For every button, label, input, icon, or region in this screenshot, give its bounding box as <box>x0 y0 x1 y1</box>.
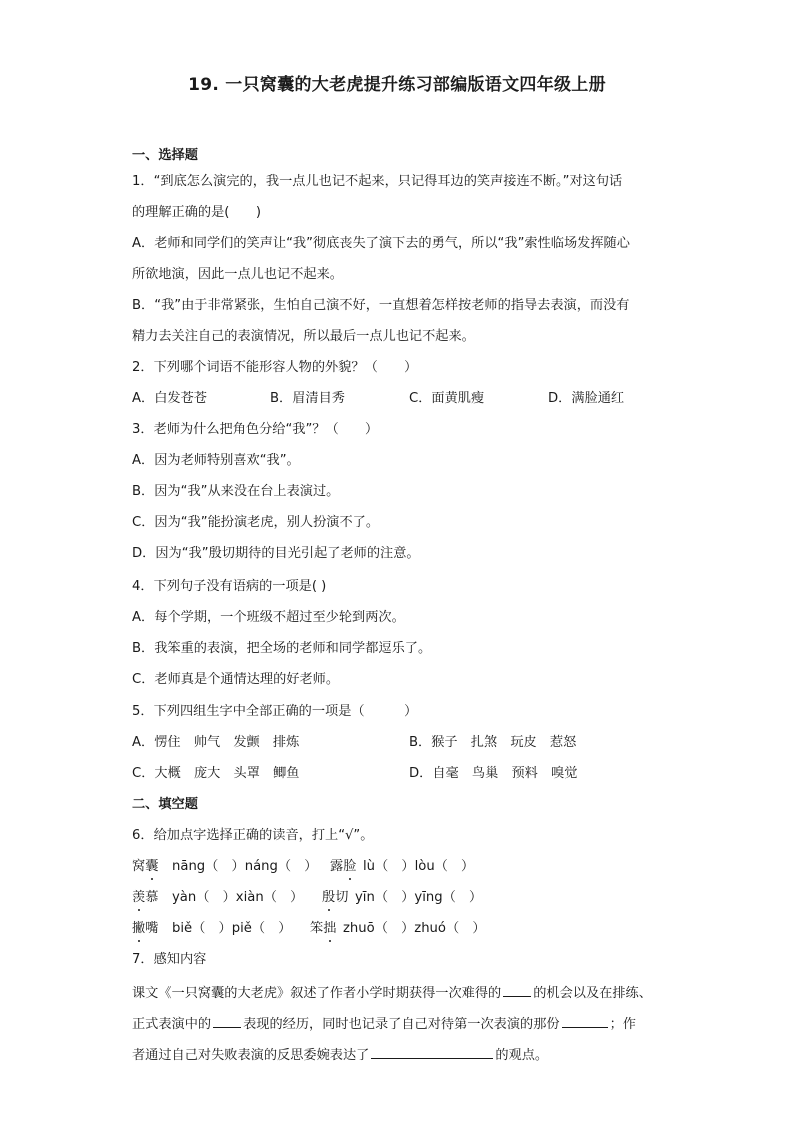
q6-pinyin-3: yàn（ ）xiàn（ ） <box>172 890 304 905</box>
q2-option-b: B．眉清目秀 <box>270 391 345 406</box>
q7-blank-3[interactable] <box>562 1014 608 1028</box>
q7-blank-4[interactable] <box>371 1045 493 1059</box>
q3-option-a: A．因为老师特别喜欢“我”。 <box>132 453 300 468</box>
section-heading-fill: 二、填空题 <box>132 797 198 812</box>
q4-option-b: B．我笨重的表演，把全场的老师和同学都逗乐了。 <box>132 641 432 656</box>
q3-stem: 3．老师为什么把角色分给“我”？（ ） <box>132 422 379 437</box>
q6-word-5b: 嘴 <box>145 921 159 936</box>
q6-word-1b: 囊 <box>145 859 159 874</box>
q6-word-6b: 拙 <box>323 921 337 936</box>
q5-option-b: B．猴子 扎煞 玩皮 惹怒 <box>409 735 577 750</box>
q7-blank-1[interactable] <box>503 983 531 997</box>
q1-option-a-line2: 所欲地演，因此一点儿也记不起来。 <box>132 267 343 282</box>
q4-option-c: C．老师真是个通情达理的好老师。 <box>132 672 340 687</box>
q6-pinyin-1: nāng（ ）náng（ ） <box>172 859 318 874</box>
q6-pinyin-4: yīn（ ）yīng（ ） <box>355 890 483 905</box>
q7-text-3a: 者通过自己对失败表演的反思委婉表达了 <box>132 1048 370 1063</box>
q7-line1 <box>132 983 652 1003</box>
q6-word-2b: 脸 <box>343 859 357 874</box>
q6-word-5a: 撇 <box>132 921 146 936</box>
q2-option-d: D．满脸通红 <box>548 391 625 406</box>
q7-stem: 7．感知内容 <box>132 952 207 967</box>
q4-option-a: A．每个学期，一个班级不超过至少轮到两次。 <box>132 610 405 625</box>
q6-pinyin-6: zhuō（ ）zhuó（ ） <box>343 921 486 936</box>
q7-text-1b: 的机会以及在排练、 <box>533 986 652 1001</box>
q1-option-b-line1: B．“我”由于非常紧张，生怕自己演不好，一直想着怎样按老师的指导去表演，而没有 <box>132 298 630 313</box>
section-heading-choice: 一、选择题 <box>132 148 198 163</box>
q6-word-6a: 笨 <box>310 921 324 936</box>
q5-stem: 5．下列四组生字中全部正确的一项是（ ） <box>132 704 418 719</box>
q6-word-3a: 羡 <box>132 890 146 905</box>
q2-stem: 2．下列哪个词语不能形容人物的外貌？（ ） <box>132 360 418 375</box>
q3-option-b: B．因为“我”从来没在台上表演过。 <box>132 484 340 499</box>
q6-word-4b: 切 <box>335 890 349 905</box>
q1-option-a-line1: A．老师和同学们的笑声让“我”彻底丧失了演下去的勇气，所以“我”索性临场发挥随心 <box>132 236 630 251</box>
q7-line3 <box>132 1045 548 1065</box>
q5-option-a: A．愣住 帅气 发颤 排炼 <box>132 735 300 750</box>
q7-text-2b: 表现的经历，同时也记录了自己对待第一次表演的那份 <box>243 1017 560 1032</box>
q5-option-c: C．大概 庞大 头罩 鲫鱼 <box>132 766 300 781</box>
q4-stem: 4．下列句子没有语病的一项是( ) <box>132 579 327 594</box>
q7-line2 <box>132 1014 636 1034</box>
q7-text-1a: 课文《一只窝囊的大老虎》叙述了作者小学时期获得一次难得的 <box>132 986 502 1001</box>
q7-text-2c: ；作 <box>609 1017 636 1032</box>
q6-stem: 6．给加点字选择正确的读音，打上“√”。 <box>132 828 374 843</box>
q6-pinyin-5: biě（ ）piě（ ） <box>172 921 292 936</box>
q7-text-3b: 的观点。 <box>495 1048 549 1063</box>
page-title: 19. 一只窝囊的大老虎提升练习部编版语文四年级上册 <box>188 75 606 95</box>
q2-option-c: C．面黄肌瘦 <box>409 391 485 406</box>
q2-option-a: A．白发苍苍 <box>132 391 207 406</box>
q7-text-2a: 正式表演中的 <box>132 1017 212 1032</box>
q6-word-3b: 慕 <box>145 890 159 905</box>
q6-word-2a: 露 <box>330 859 344 874</box>
q7-blank-2[interactable] <box>213 1014 241 1028</box>
q3-option-c: C．因为“我”能扮演老虎，别人扮演不了。 <box>132 515 380 530</box>
q6-word-1a: 窝 <box>132 859 146 874</box>
q3-option-d: D．因为“我”殷切期待的目光引起了老师的注意。 <box>132 546 420 561</box>
q6-word-4a: 殷 <box>322 890 336 905</box>
q1-stem-line2: 的理解正确的是( ) <box>132 205 261 220</box>
q1-stem-line1: 1．“到底怎么演完的，我一点儿也记不起来，只记得耳边的笑声接连不断。”对这句话 <box>132 174 623 189</box>
q1-option-b-line2: 精力去关注自己的表演情况，所以最后一点儿也记不起来。 <box>132 329 475 344</box>
q5-option-d: D．自毫 鸟巢 预料 嗅觉 <box>409 766 578 781</box>
q6-pinyin-2: lù（ ）lòu（ ） <box>363 859 475 874</box>
